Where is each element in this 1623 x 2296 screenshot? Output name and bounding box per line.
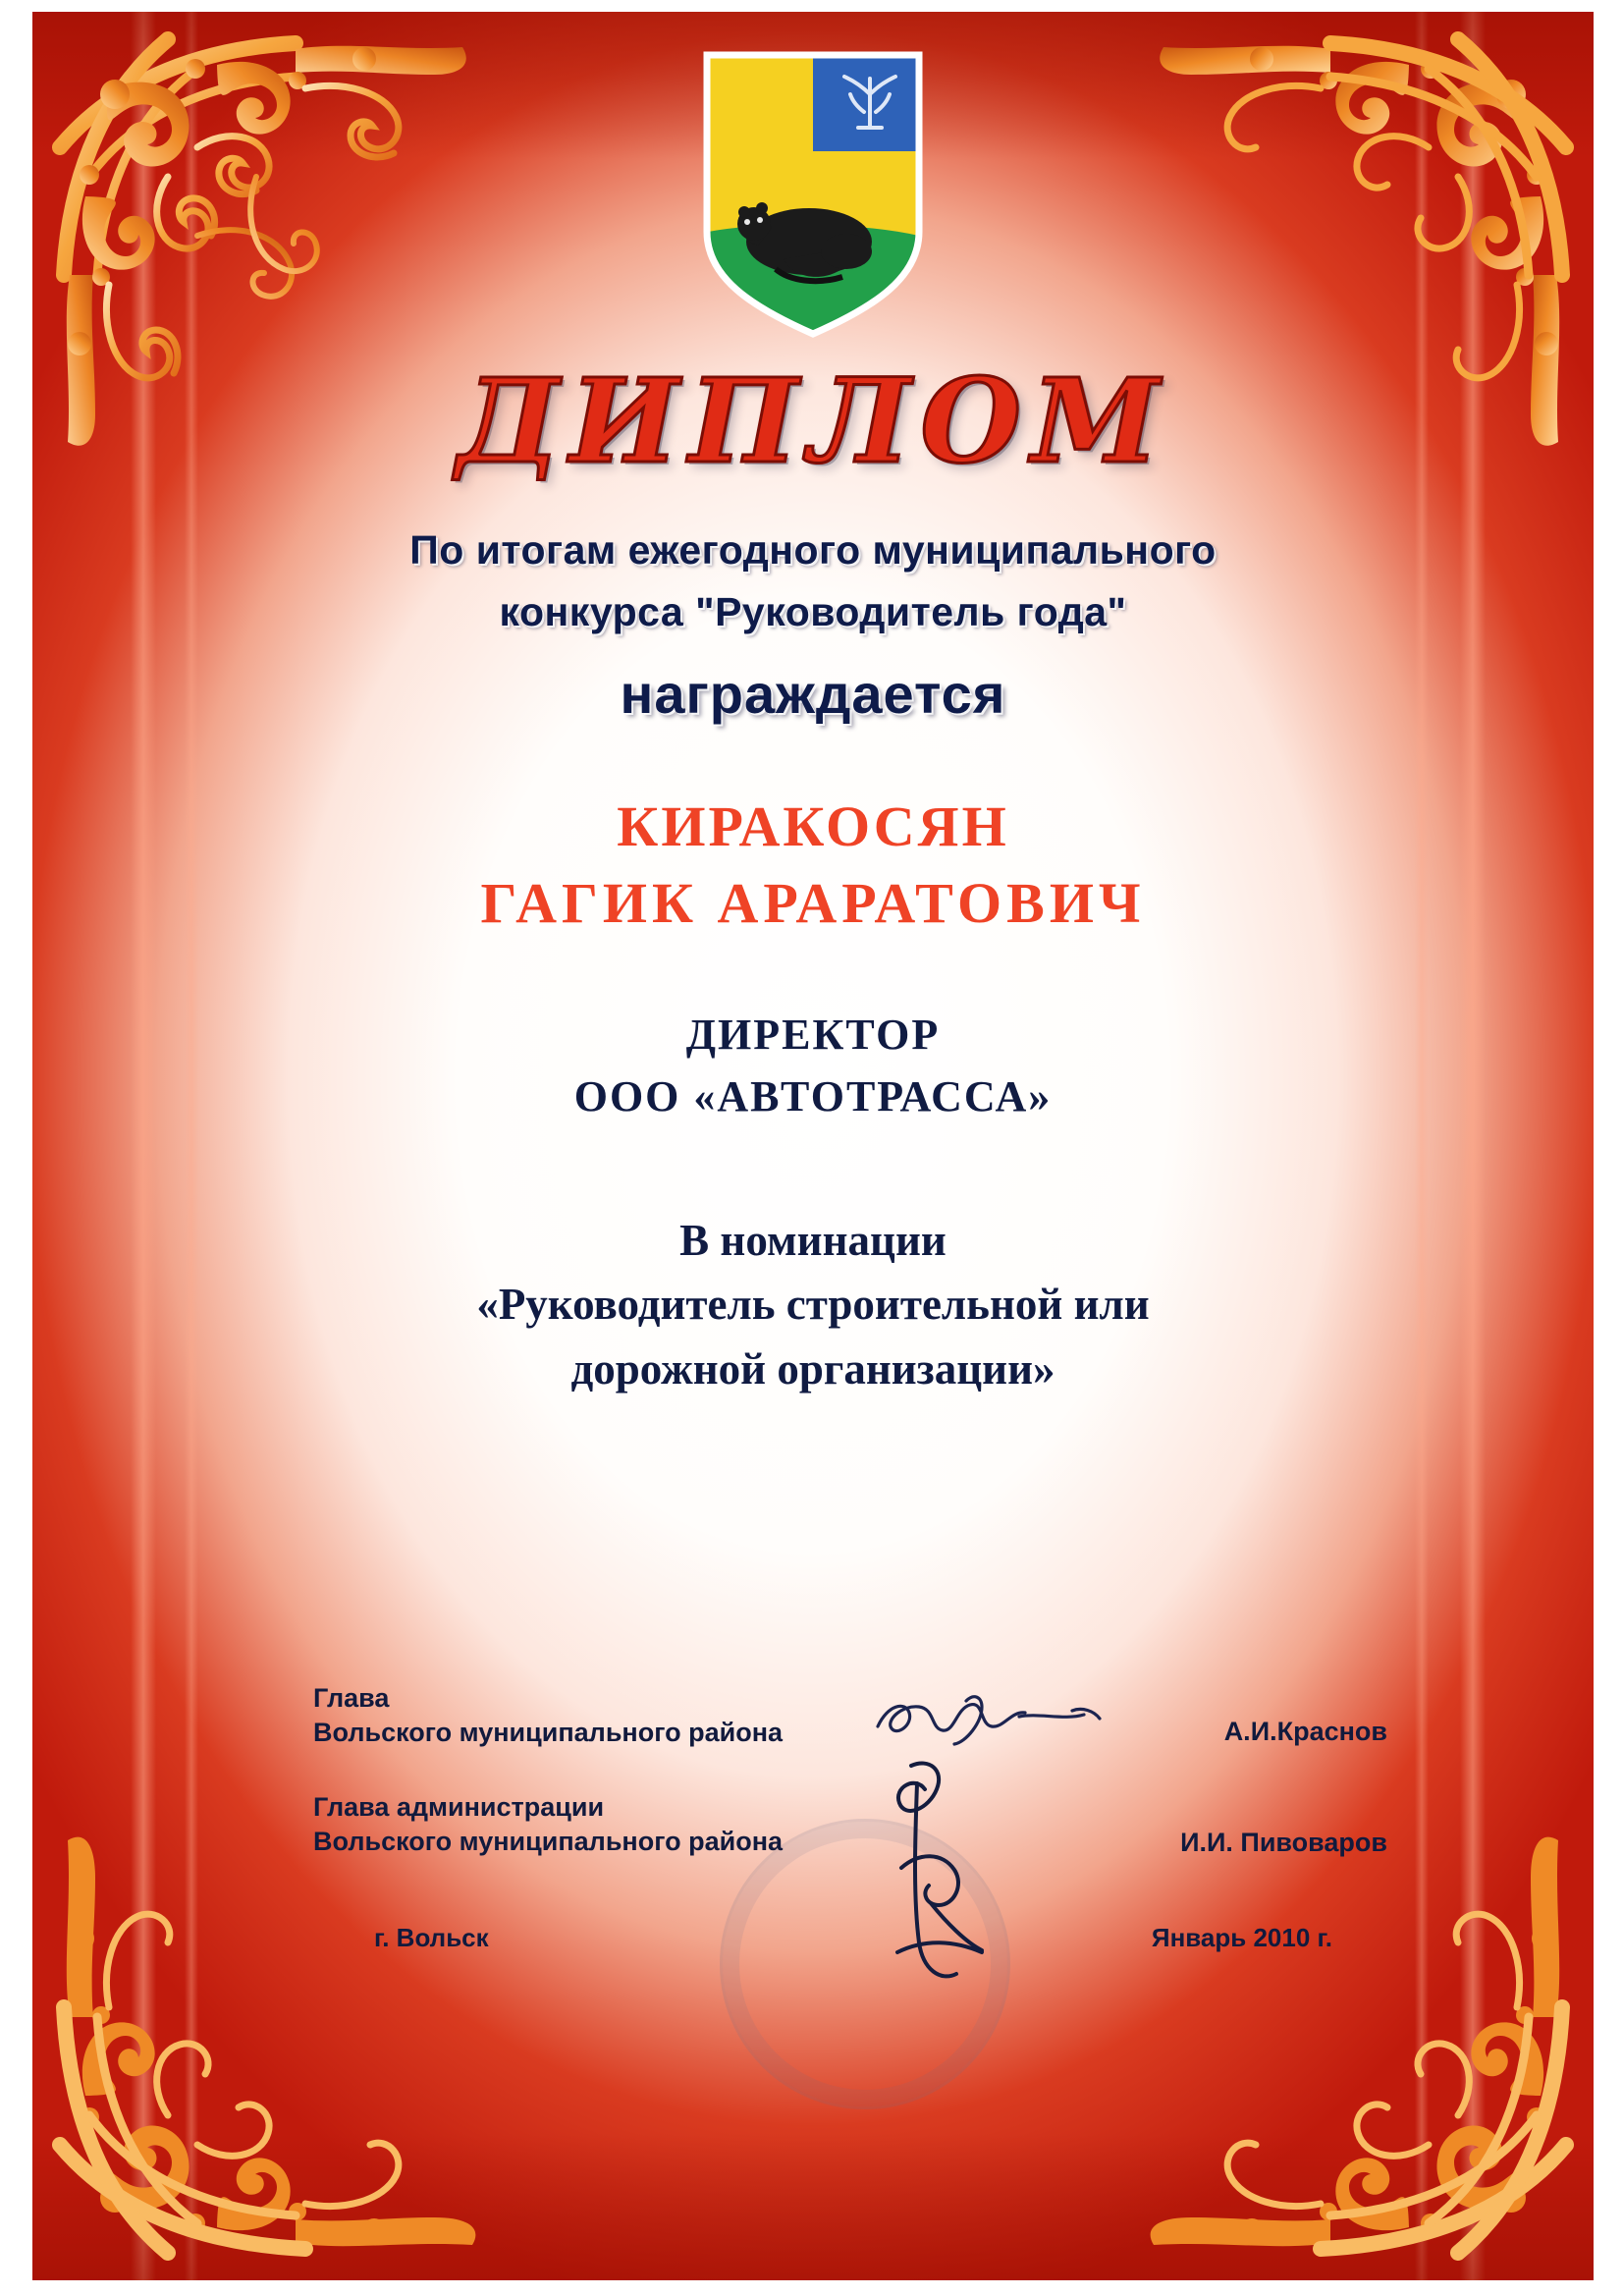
coat-of-arms-icon [699, 49, 927, 340]
nomination-block [229, 1209, 1397, 1401]
silk-streak [1460, 12, 1486, 2280]
footer-row [313, 1923, 1387, 1953]
date-label: Январь 2010 г. [1151, 1923, 1332, 1953]
page-title: ДИПЛОМ [457, 353, 1169, 489]
signature-row-1 [313, 1681, 1387, 1749]
vignette-bottom [32, 2133, 1594, 2280]
signature-name-1: А.И.Краснов [1223, 1717, 1387, 1747]
nomination-line-2: дорожной организации» [570, 1343, 1055, 1394]
place-label: г. Вольск [374, 1923, 489, 1953]
nomination-label: В номинации [679, 1216, 947, 1266]
silk-streak [131, 12, 156, 2280]
signature-role-1-line-2: Вольского муниципального района [313, 1717, 784, 1747]
nomination-line-1: «Руководитель строительной или [476, 1280, 1150, 1330]
silk-streak [1415, 12, 1429, 2280]
silk-streak [185, 12, 198, 2280]
certificate-content [229, 353, 1397, 1401]
recipient-position [229, 1004, 1397, 1129]
recipient-surname: КИРАКОСЯН [617, 793, 1009, 858]
recipient-name [229, 789, 1397, 943]
certificate-page [32, 12, 1594, 2280]
recipient-given-names: ГАГИК АРАРАТОВИЧ [480, 871, 1146, 936]
signature-name-2: И.И. Пивоваров [1180, 1828, 1387, 1858]
signature-role-2-line-2: Вольского муниципального района [313, 1826, 784, 1856]
signature-area [313, 1681, 1387, 1953]
position-line-1: ДИРЕКТОР [685, 1010, 941, 1059]
subtitle-line-1: По итогам ежегодного муниципального [409, 526, 1217, 573]
signature-role-1 [313, 1681, 783, 1749]
signature-role-2-line-1: Глава администрации [313, 1792, 605, 1823]
signature-row-2 [313, 1790, 1387, 1858]
subtitle-line-2: конкурса "Руководитель года" [499, 589, 1127, 635]
signature-role-2 [313, 1790, 783, 1858]
awarded-word: награждается [620, 662, 1006, 725]
signature-role-1-line-1: Глава [313, 1683, 390, 1713]
position-line-2: ООО «АВТОТРАССА» [573, 1072, 1053, 1121]
